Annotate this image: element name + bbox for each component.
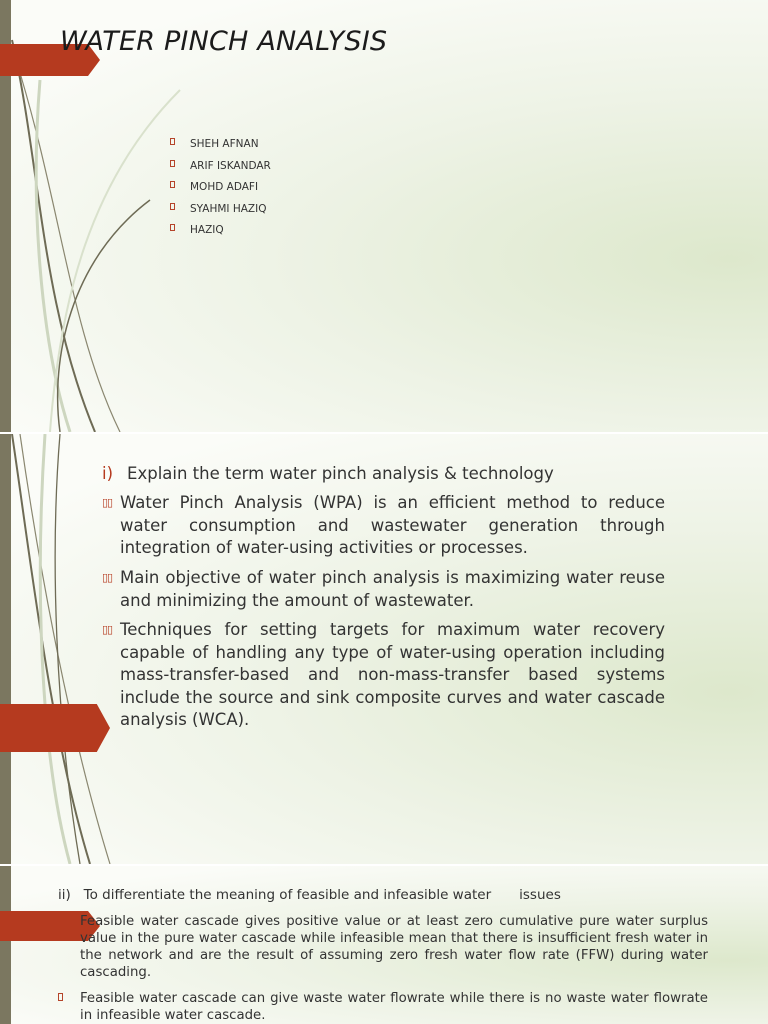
bullet-icon <box>170 203 175 210</box>
bullet-paragraph: ▯▯ Main objective of water pinch analysis is maximizing water reuse and minimizing the amount of wastewater. <box>102 568 665 610</box>
author-item: ARIF ISKANDAR <box>170 158 271 180</box>
author-item: HAZIQ <box>170 222 271 244</box>
bullet-icon: ▯▯ <box>102 571 113 584</box>
bullet-icon <box>170 181 175 188</box>
question-heading: i) Explain the term water pinch analysis & technology <box>102 464 554 483</box>
bullet-icon <box>170 224 175 231</box>
author-item: MOHD ADAFI <box>170 179 271 201</box>
slide-definition <box>0 434 768 864</box>
bullet-icon <box>58 993 63 1001</box>
bullet-paragraph: Feasible water cascade can give waste water flowrate while there is no waste water flowrate in infeasible water cascade. <box>80 991 708 1023</box>
slide-title-text: WATER PINCH ANALYSIS <box>60 26 388 57</box>
author-item: SHEH AFNAN <box>170 136 271 158</box>
slide-feasibility <box>0 866 768 1024</box>
left-bar <box>0 866 11 1024</box>
bullet-icon <box>170 160 175 167</box>
author-item: SYAHMI HAZIQ <box>170 201 271 223</box>
paragraph: Feasible water cascade gives positive value or at least zero cumulative pure water surplus value in the pure water cascade while infeasible mean that there is insufficient fresh water in the network and are the result of assuming zero fresh water flow rate (FFW) during water cascading. <box>80 914 708 980</box>
author-list <box>170 136 271 244</box>
bullet-icon: ▯▯ <box>102 496 113 509</box>
bullet-paragraph: ▯▯ Water Pinch Analysis (WPA) is an efficient method to reduce water consumption and wastewater generation through integration of water-using activities or processes. <box>102 493 665 557</box>
bullet-icon <box>170 138 175 145</box>
question-heading: ii) To differentiate the meaning of feasible and infeasible water issues <box>58 887 561 903</box>
slide-title <box>0 0 768 432</box>
bullet-icon: ▯▯ <box>102 623 113 636</box>
bullet-paragraph: ▯▯ Techniques for setting targets for maximum water recovery capable of handling any type of water-using operation including mass-transfer-based and non-mass-transfer based systems include the source and sink composite curves and water cascade analysis (WCA). <box>102 620 665 729</box>
accent-tab <box>0 704 110 752</box>
